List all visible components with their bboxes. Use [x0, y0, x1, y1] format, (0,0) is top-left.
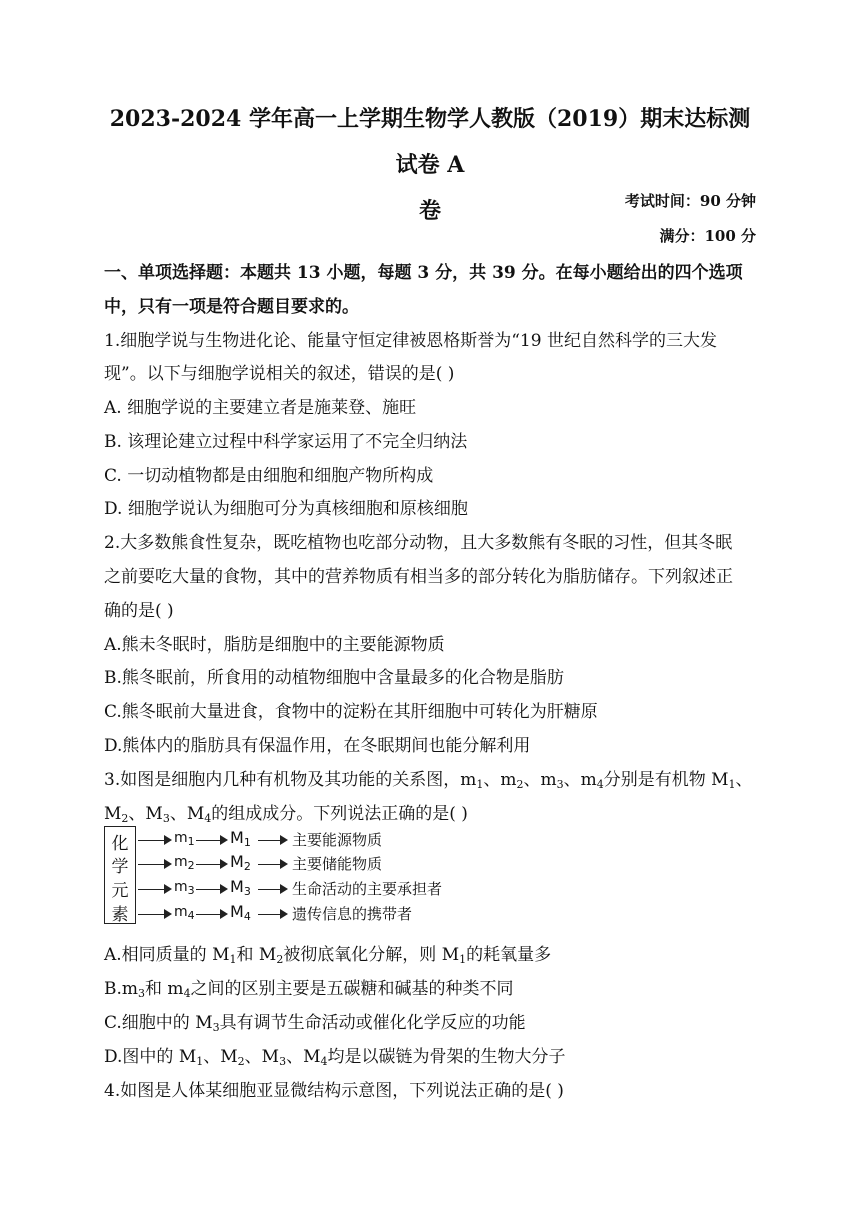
q2-stem-line-3: 确的是( )	[104, 601, 174, 621]
m-label: $m_2$	[174, 854, 195, 872]
q3-option-d: D.图中的 $M_1$、$M_2$、$M_3$、$M_4$均是以碳链为骨架的生物大分子	[104, 1047, 566, 1068]
q1-option-a: A. 细胞学说的主要建立者是施莱登、施旺	[104, 398, 417, 418]
function-label: 主要储能物质	[292, 855, 383, 873]
box-char: 素	[111, 905, 129, 925]
M-label: $M_2$	[230, 852, 251, 873]
arrow-icon	[196, 914, 226, 915]
arrow-icon	[138, 889, 170, 890]
arrow-icon	[196, 889, 226, 890]
full-score: 满分：100 分	[659, 227, 756, 245]
function-label: 生命活动的主要承担者	[292, 880, 443, 898]
arrow-icon	[196, 864, 226, 865]
arrow-icon	[258, 889, 286, 890]
arrow-icon	[138, 914, 170, 915]
exam-time: 考试时间：90 分钟	[624, 192, 756, 210]
q3-option-b: $B.m_3$和 $m_4$之间的区别主要是五碳糖和碱基的种类不同	[104, 979, 514, 1000]
q2-option-b: B.熊冬眠前，所食用的动植物细胞中含量最多的化合物是脂肪	[104, 668, 564, 688]
organic-compounds-diagram	[104, 826, 443, 928]
box-char: 化	[111, 834, 129, 854]
q3-stem-line-1: 3.如图是细胞内几种有机物及其功能的关系图，$m_1$、$m_2$、$m_3$、$m_4$分别是有机物 $M_1$、	[104, 770, 753, 791]
arrow-icon	[258, 840, 286, 841]
M-label: $M_3$	[230, 877, 251, 898]
q3-option-a: A.相同质量的 $M_1$和 $M_2$被彻底氧化分解，则 $M_1$的耗氧量多	[104, 945, 552, 966]
q3-stem-line-2: $M_2$、$M_3$、$M_4$的组成成分。下列说法正确的是( )	[104, 804, 468, 825]
arrow-icon	[138, 864, 170, 865]
arrow-icon	[258, 864, 286, 865]
box-char: 元	[111, 881, 129, 901]
function-label: 遗传信息的携带者	[292, 905, 413, 923]
M-label: $M_1$	[230, 828, 251, 849]
q1-option-d: D. 细胞学说认为细胞可分为真核细胞和原核细胞	[104, 499, 468, 519]
q4-stem: 4.如图是人体某细胞亚显微结构示意图，下列说法正确的是( )	[104, 1081, 564, 1101]
title-line-1: 2023-2024 学年高一上学期生物学人教版（2019）期末达标测试卷 A	[109, 106, 751, 178]
q2-option-c: C.熊冬眠前大量进食，食物中的淀粉在其肝细胞中可转化为肝糖原	[104, 702, 598, 722]
section-heading-line-1: 一、单项选择题：本题共 13 小题，每题 3 分，共 39 分。在每小题给出的四个选项	[104, 263, 743, 283]
M-label: $M_4$	[230, 902, 251, 923]
q1-option-b: B. 该理论建立过程中科学家运用了不完全归纳法	[104, 432, 468, 452]
m-label: $m_1$	[174, 830, 195, 848]
box-char: 学	[111, 857, 129, 877]
arrow-icon	[138, 840, 170, 841]
title-line-2: 卷	[418, 198, 441, 224]
q1-stem-line-2: 现”。以下与细胞学说相关的叙述，错误的是( )	[104, 364, 455, 384]
section-heading-line-2: 中，只有一项是符合题目要求的。	[104, 297, 359, 317]
m-label: $m_3$	[174, 879, 195, 897]
exam-title	[100, 96, 760, 234]
q2-stem-line-1: 2.大多数熊食性复杂，既吃植物也吃部分动物，且大多数熊有冬眠的习性，但其冬眠	[104, 533, 733, 553]
arrow-icon	[258, 914, 286, 915]
q2-stem-line-2: 之前要吃大量的食物，其中的营养物质有相当多的部分转化为脂肪储存。下列叙述正	[104, 567, 733, 587]
q2-option-a: A.熊未冬眠时，脂肪是细胞中的主要能源物质	[104, 635, 445, 655]
arrow-icon	[196, 840, 226, 841]
q1-option-c: C. 一切动植物都是由细胞和细胞产物所构成	[104, 466, 434, 486]
q3-option-c: C.细胞中的 $M_3$具有调节生命活动或催化化学反应的功能	[104, 1013, 526, 1034]
m-label: $m_4$	[174, 904, 195, 922]
q1-stem-line-1: 1.细胞学说与生物进化论、能量守恒定律被恩格斯誉为“19 世纪自然科学的三大发	[104, 331, 717, 351]
q2-option-d: D.熊体内的脂肪具有保温作用，在冬眠期间也能分解利用	[104, 736, 531, 756]
function-label: 主要能源物质	[292, 831, 383, 849]
